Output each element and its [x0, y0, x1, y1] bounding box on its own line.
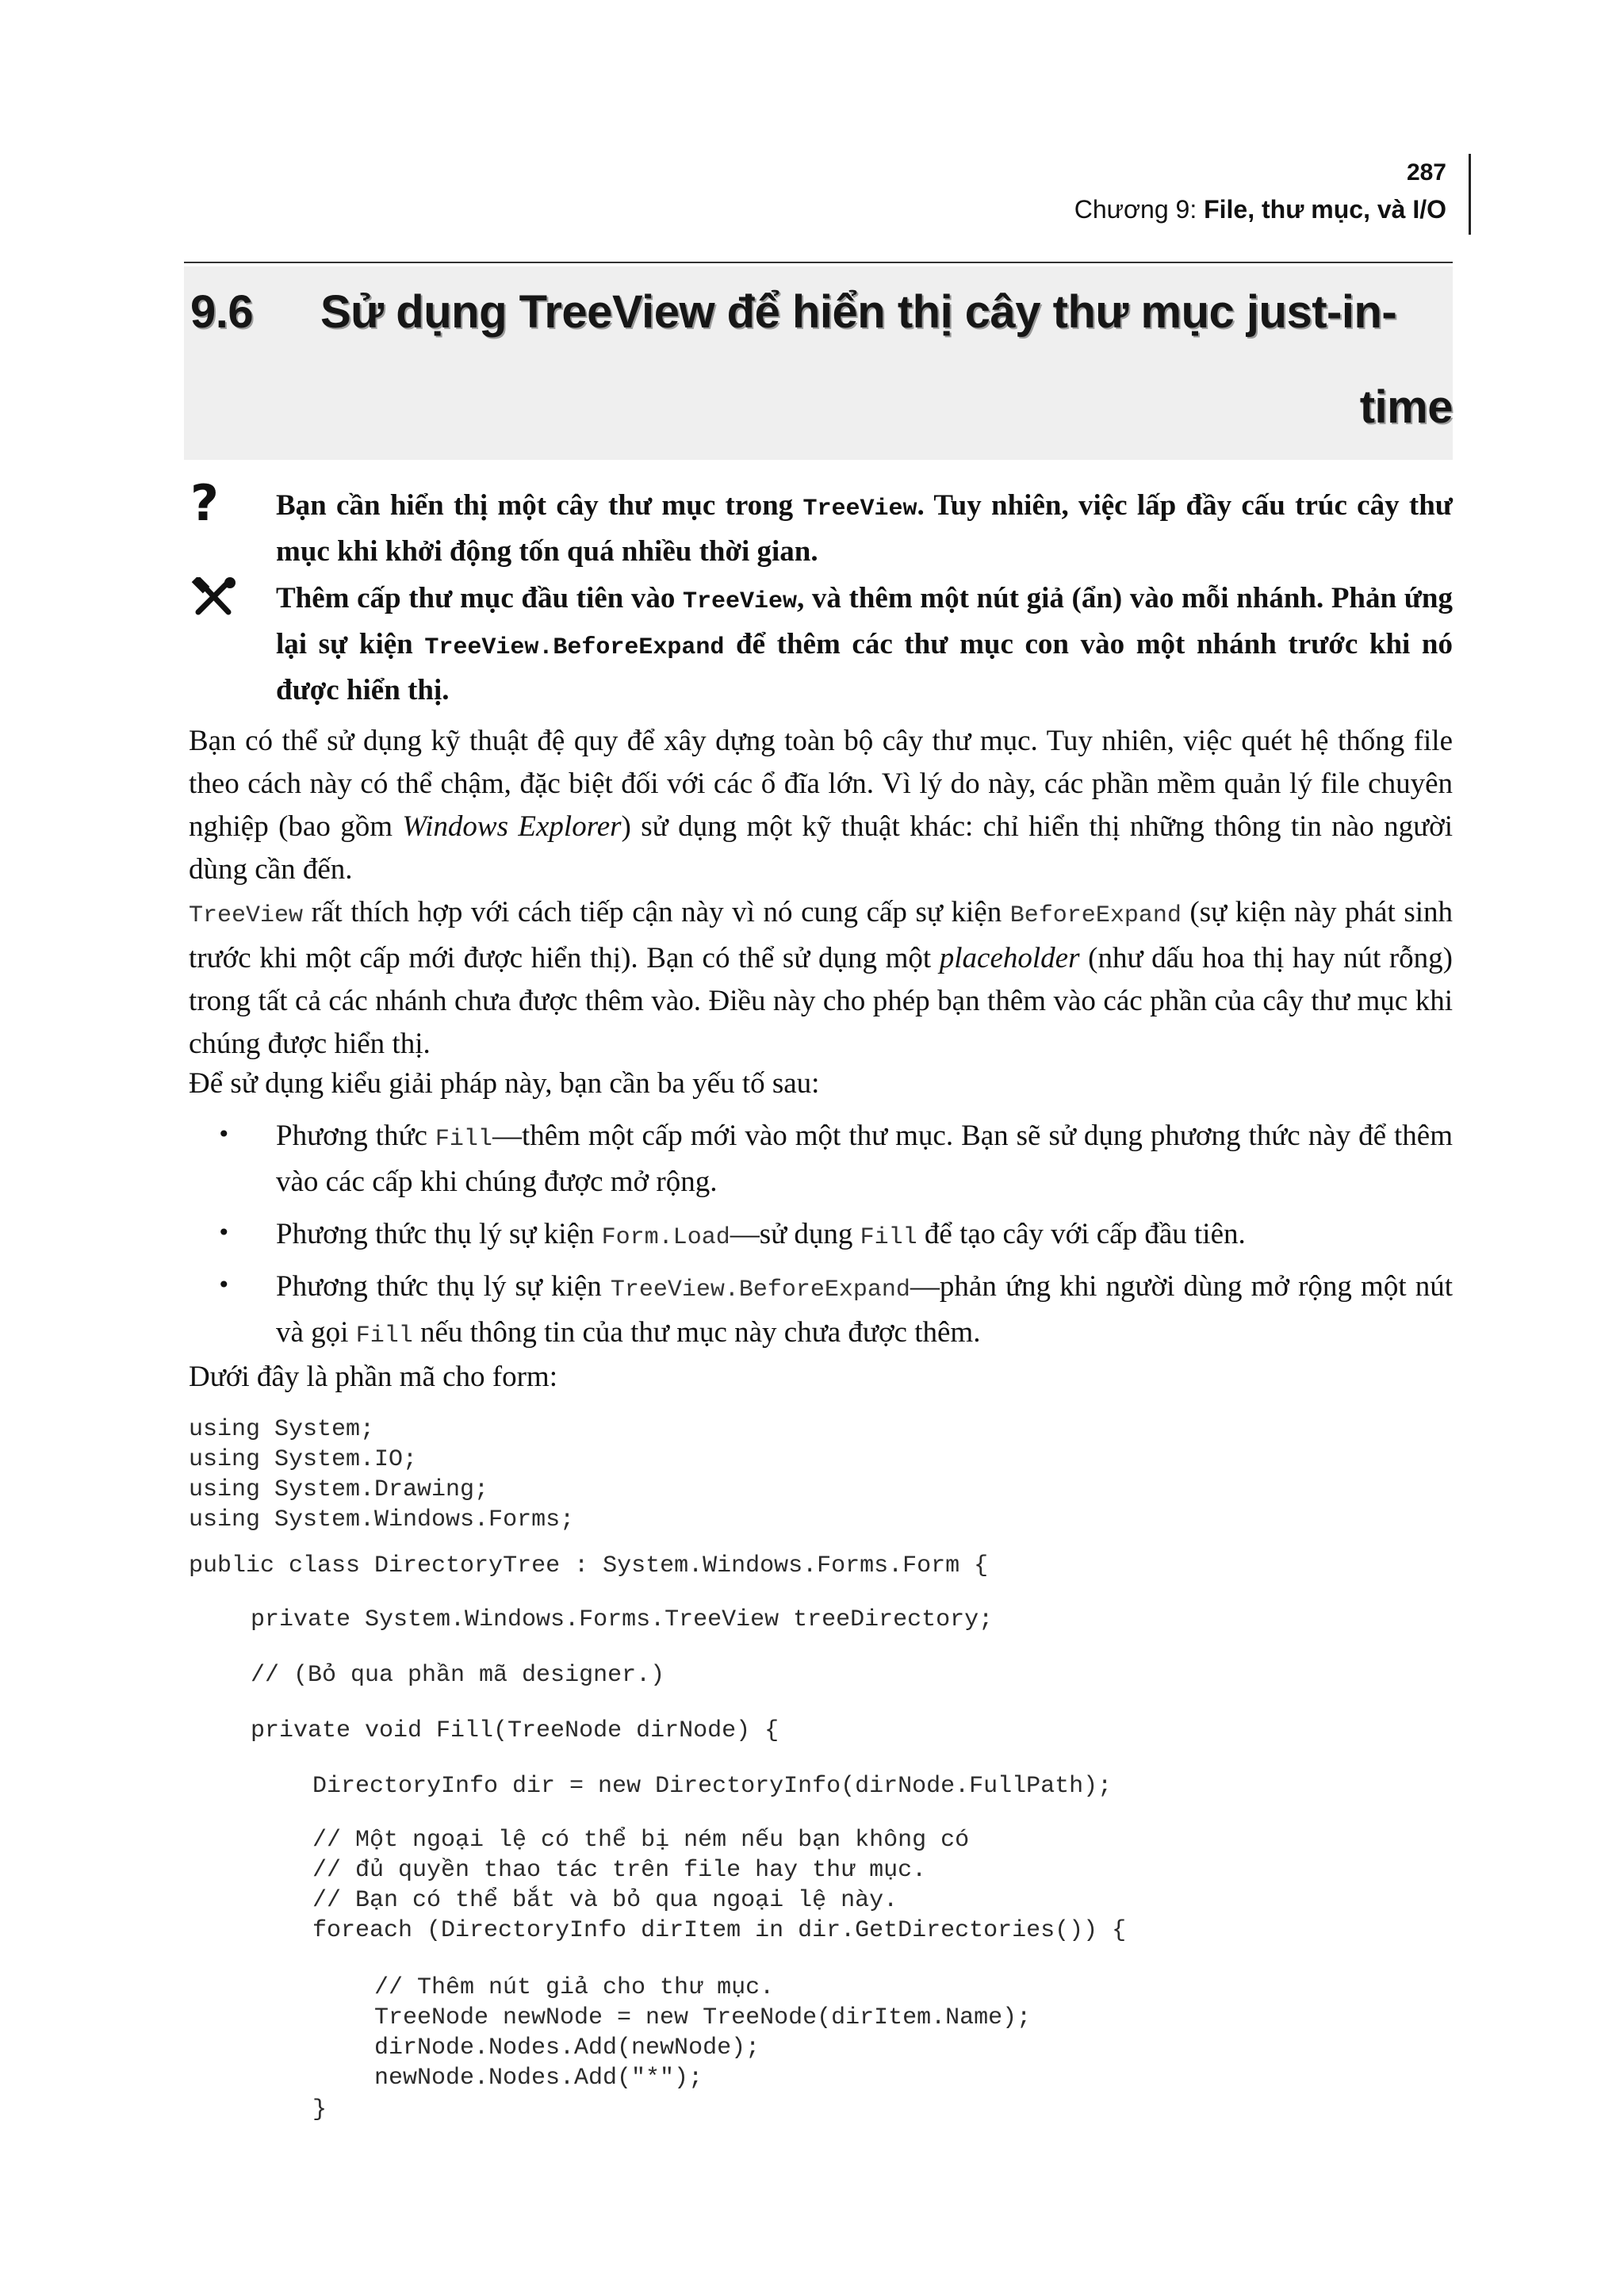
paragraph-text: Bạn có thể sử dụng kỹ thuật đệ quy để xây dựng toàn bộ cây thư mục. Tuy nhiên, việc quét hệ thống file theo cách này có thể chậm, đặc biệt đối với các ổ đĩa lớn. Vì lý do này, các phần mềm quản lý file chuyên nghiệp (bao gồm	[189, 725, 1453, 843]
page-number: 287	[1406, 159, 1446, 186]
paragraph	[189, 720, 1453, 891]
paragraph: Để sử dụng kiểu giải pháp này, bạn cần ba yếu tố sau:	[189, 1067, 820, 1100]
paragraph-text: (sự kiện này phát sinh trước khi một cấp mới được hiển thị). Bạn có thể sử dụng một	[189, 896, 1453, 974]
bullet-text: Phương thức thụ lý sự kiện	[276, 1270, 611, 1303]
paragraph	[189, 891, 1453, 1066]
page-header	[1074, 155, 1446, 228]
code-foreach: // Một ngoại lệ có thể bị ném nếu bạn không có // đủ quyền thao tác trên file hay thư mục. // Bạn có thể bắt và bỏ qua ngoại lệ này. foreach (DirectoryInfo dirItem in dir.GetDirectories()) {	[312, 1827, 1127, 1944]
code-foreach-body: // Thêm nút giả cho thư mục. TreeNode newNode = new TreeNode(dirItem.Name); dirNode.Nodes.Add(newNode); newNode.Nodes.Add("*");	[374, 1974, 1032, 2092]
bullet-text: để tạo cây với cấp đầu tiên.	[917, 1218, 1246, 1250]
problem-text: . Tuy nhiên, việc lấp đầy cấu trúc cây thư mục khi khởi động tốn quá nhiều thời gian.	[276, 489, 1453, 568]
bullet-text: nếu thông tin của thư mục này chưa được thêm.	[412, 1316, 981, 1349]
question-mark-icon: ?	[190, 474, 219, 532]
italic-term: Windows Explorer	[402, 810, 622, 843]
chapter-prefix: Chương 9:	[1074, 195, 1205, 224]
bullet-text: —sử dụng	[730, 1218, 860, 1250]
inline-code: Form.Load	[601, 1224, 730, 1251]
inline-code: TreeView.BeforeExpand	[424, 634, 725, 661]
bullet-text: —thêm một cấp mới vào một thư mục. Bạn sẽ sử dụng phương thức này để thêm vào các cấp khi chúng được mở rộng.	[276, 1120, 1454, 1198]
paragraph-text: (như dấu hoa thị hay nút rỗng) trong tất cả các nhánh chưa được thêm vào. Điều này cho phép bạn thêm vào các phần của cây thư mục khi chúng được hiển thị.	[189, 942, 1453, 1060]
paragraph: Dưới đây là phần mã cho form:	[189, 1361, 557, 1393]
bullet-item	[276, 1115, 1453, 1204]
paragraph-text: ) sử dụng một kỹ thuật khác: chỉ hiển thị những thông tin nào người dùng cần đến.	[189, 810, 1453, 886]
code-field: private System.Windows.Forms.TreeView treeDirectory;	[251, 1606, 994, 1633]
inline-code: TreeView	[189, 902, 304, 929]
code-directoryinfo: DirectoryInfo dir = new DirectoryInfo(dirNode.FullPath);	[312, 1773, 1113, 1800]
inline-code: TreeView.BeforeExpand	[610, 1277, 910, 1303]
bullet-text: —phản ứng khi người dùng mở rộng một nút và gọi	[276, 1270, 1453, 1349]
section-title-continued: time	[1359, 381, 1453, 433]
code-class-declaration: public class DirectoryTree : System.Windows.Forms.Form {	[189, 1552, 989, 1579]
problem-text: Bạn cần hiển thị một cây thư mục trong	[276, 489, 803, 522]
tools-icon	[190, 577, 238, 622]
bullet-marker: •	[217, 1272, 231, 1298]
inline-code: TreeView	[802, 496, 917, 523]
inline-code: Fill	[355, 1323, 413, 1349]
code-fill-method: private void Fill(TreeNode dirNode) {	[251, 1717, 779, 1744]
inline-code: Fill	[435, 1126, 492, 1153]
bullet-marker: •	[217, 1219, 231, 1246]
solution-text: để thêm các thư mục con vào một nhánh trước khi nó được hiển thị.	[276, 628, 1453, 706]
paragraph-text: rất thích hợp với cách tiếp cận này vì nó cung cấp sự kiện	[303, 896, 1010, 928]
solution-text: , và thêm một nút giả (ẩn) vào mỗi nhánh. Phản ứng lại sự kiện	[276, 582, 1453, 660]
chapter-heading	[1074, 190, 1446, 228]
bullet-item	[276, 1213, 1453, 1259]
bullet-text: Phương thức thụ lý sự kiện	[276, 1218, 602, 1250]
inline-code: TreeView	[682, 588, 798, 615]
bullet-marker: •	[217, 1121, 231, 1147]
header-divider	[1469, 154, 1471, 235]
section-number: 9.6	[190, 286, 254, 338]
chapter-title: File, thư mục, và I/O	[1204, 195, 1446, 224]
problem-statement	[276, 484, 1453, 573]
solution-statement	[276, 577, 1453, 712]
italic-term: placeholder	[939, 942, 1080, 974]
bullet-text: Phương thức	[276, 1120, 435, 1152]
code-usings: using System; using System.IO; using System.Drawing; using System.Windows.Forms;	[189, 1416, 575, 1533]
code-comment: // (Bỏ qua phần mã designer.)	[251, 1662, 665, 1689]
section-title: Sử dụng TreeView để hiển thị cây thư mục just-in-	[320, 286, 1397, 338]
code-closing-brace: }	[312, 2096, 327, 2123]
inline-code: Fill	[860, 1224, 917, 1251]
bullet-item	[276, 1265, 1453, 1357]
solution-text: Thêm cấp thư mục đầu tiên vào	[276, 582, 683, 614]
inline-code: BeforeExpand	[1009, 902, 1182, 929]
title-top-rule	[184, 262, 1453, 263]
